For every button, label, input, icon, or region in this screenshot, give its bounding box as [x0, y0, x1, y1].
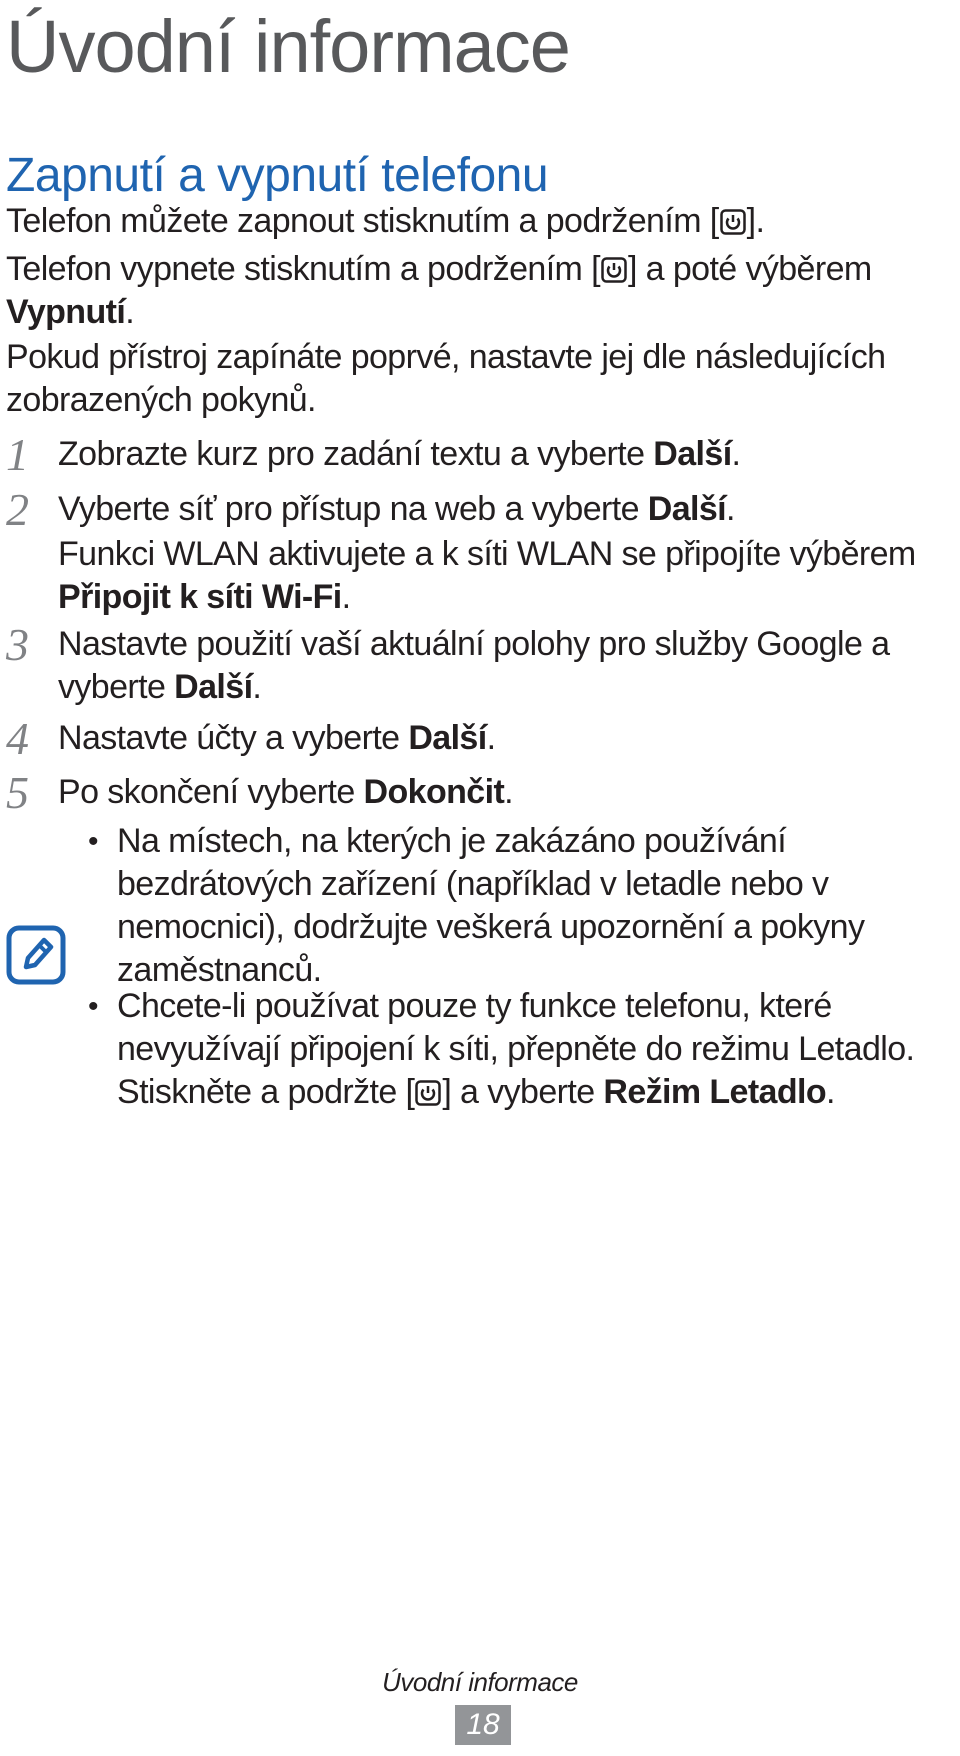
step-number: 4 [6, 713, 29, 764]
power-key-icon [415, 1080, 441, 1106]
intro-power-on: Telefon můžete zapnout stisknutím a podržením [ ]. [6, 202, 765, 240]
section-title: Zapnutí a vypnutí telefonu [6, 149, 549, 202]
step-number: 1 [6, 429, 29, 480]
step-text: Vyberte síť pro přístup na web a vyberte Další. [58, 490, 735, 528]
step-number: 5 [6, 767, 29, 818]
step-text: Nastavte účty a vyberte Další. [58, 719, 496, 757]
page-number: 18 [455, 1705, 511, 1745]
step-text: Nastavte použití vaší aktuální polohy pro služby Google a vyberte Další. [58, 625, 890, 706]
step-number: 2 [6, 484, 29, 535]
note-text: Chcete-li používat pouze ty funkce telefonu, které nevyužívají připojení k síti, přepněte do režimu Letadlo. Stiskněte a podržte [ ] a vyberte Režim Letadlo. [117, 987, 915, 1111]
chapter-title: Úvodní informace [6, 5, 570, 88]
intro-first-start: Pokud přístroj zapínáte poprvé, nastavte jej dle následujících zobrazených pokynů. [6, 338, 886, 419]
step-text: Zobrazte kurz pro zadání textu a vyberte Další. [58, 435, 741, 473]
ui-term: Vypnutí [6, 293, 126, 331]
note-text: Na místech, na kterých je zakázáno používání bezdrátových zařízení (například v letadle nebo v nemocnici), dodržujte veškerá upozornění a pokyny zaměstnanců. [117, 822, 865, 989]
footer-section-label: Úvodní informace [382, 1667, 578, 1697]
step-number: 3 [6, 619, 29, 670]
step-subtext: Funkci WLAN aktivujete a k síti WLAN se připojíte výběrem Připojit k síti Wi-Fi. [58, 535, 916, 616]
power-key-icon [720, 209, 746, 235]
note-pencil-icon [6, 925, 66, 985]
bullet-marker: • [88, 990, 98, 1023]
intro-power-off: Telefon vypnete stisknutím a podržením [ ] a poté výběrem Vypnutí. [6, 250, 872, 331]
bullet-marker: • [88, 825, 98, 858]
power-key-icon [601, 257, 627, 283]
step-text: Po skončení vyberte Dokončit. [58, 773, 514, 811]
